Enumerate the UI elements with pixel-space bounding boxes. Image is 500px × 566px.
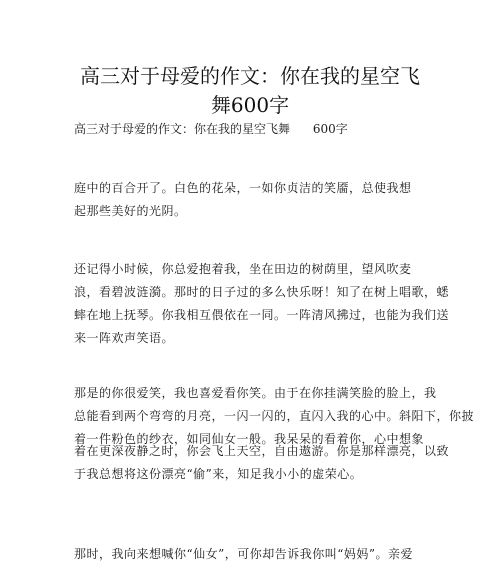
paragraph-line: 还记得小时候，你总爱抱着我，坐在田边的树荫里，望风吹麦	[74, 262, 412, 276]
paragraph-line: 浪，看碧波涟漪。那时的日子过的多么快乐呀！知了在树上唱歌，蟋	[74, 285, 450, 299]
paragraph-line: 蟀在地上抚琴。你我相互偎依在一同。一阵清风拂过，也能为我们送	[74, 308, 450, 322]
paragraph-line: 庭中的百合开了。白色的花朵，一如你贞洁的笑靥，总使我想	[74, 181, 412, 195]
title-line: 高三对于母爱的作文：你在我的星空飞	[80, 64, 420, 88]
paragraph-line: 着在更深夜静之时，你会飞上天空，自由遨游。你是那样漂亮，以致	[74, 444, 450, 458]
article-title	[60, 62, 440, 120]
paragraph-line: 来一阵欢声笑语。	[74, 331, 175, 345]
paragraph	[74, 543, 434, 566]
title-line: 舞600字	[210, 93, 290, 117]
article-subtitle: 高三对于母爱的作文：你在我的星空飞舞 600字	[74, 122, 348, 136]
paragraph-line: 着一件粉色的纱衣，如同仙女一般。我呆呆的看着你，心中想象	[74, 432, 425, 446]
paragraph-line: 于我总想将这份漂亮“偷”来，知足我小小的虚荣心。	[74, 467, 363, 481]
paragraph-line: 起那些美好的光阴。	[74, 204, 187, 218]
paragraph	[74, 440, 450, 486]
paragraph	[74, 258, 450, 350]
paragraph	[74, 177, 434, 223]
paragraph-line: 那是的你很爱笑，我也喜爱看你笑。由于在你挂满笑脸的脸上，我	[74, 386, 437, 400]
paragraph-line: 那时，我向来想喊你“仙女”，可你却告诉我你叫“妈妈”。亲爱	[74, 547, 414, 561]
paragraph-line: 总能看到两个弯弯的月亮，一闪一闪的，直闪入我的心中。斜阳下，你披	[74, 409, 475, 423]
